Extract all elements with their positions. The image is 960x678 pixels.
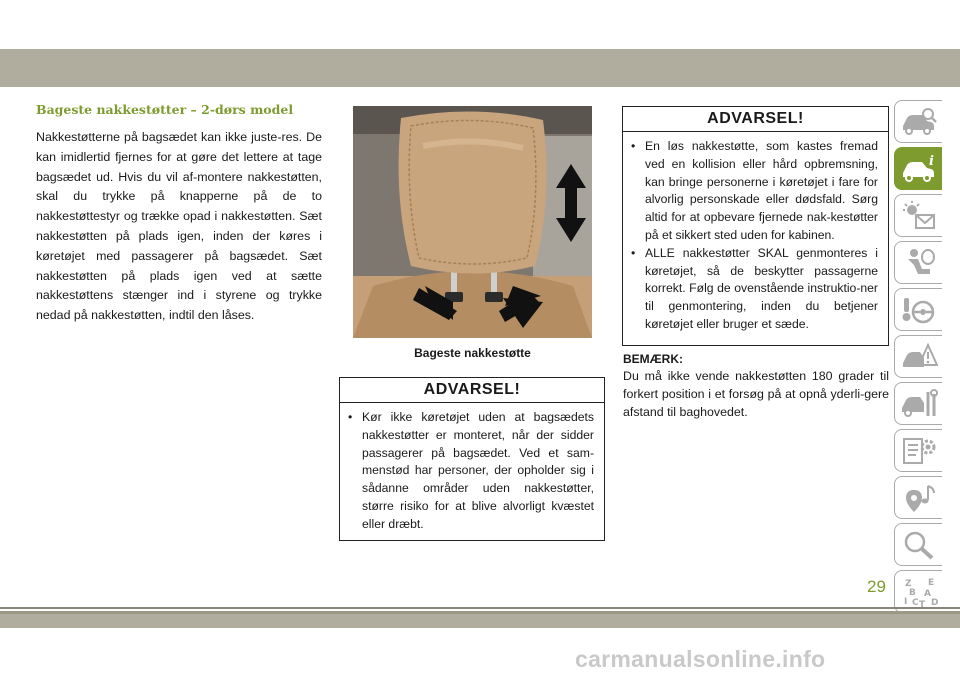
header-band (0, 49, 960, 87)
tab-index-search[interactable] (894, 523, 942, 566)
car-emergency-warning-icon (900, 341, 938, 373)
tab-multimedia[interactable] (894, 476, 942, 519)
svg-text:A: A (923, 588, 931, 599)
warning-box-left (339, 377, 605, 541)
alphabet-index-icon (900, 576, 938, 608)
tab-car-magnifier[interactable] (894, 100, 942, 143)
car-service-tools-icon (900, 388, 938, 420)
warning-box-right (622, 106, 889, 346)
airbag-passenger-icon (900, 247, 938, 279)
footer-line (0, 607, 960, 609)
watermark: carmanualsonline.info (575, 646, 826, 672)
specifications-gear-icon (900, 435, 938, 467)
footer-band (0, 611, 960, 628)
section-heading: Bageste nakkestøtter – 2-dørs model (36, 102, 294, 117)
svg-text:T: T (918, 599, 925, 608)
warning-title: ADVARSEL! (340, 378, 604, 403)
warning-item: • ALLE nakkestøtter SKAL genmonteres i køretøjet, så de beskytter passagerne korrekt. Følg de ovenstående instruktio-ner til genmontering, inden du betjener køretøjet eller bruger et sæde. (631, 245, 878, 334)
tab-specifications[interactable] (894, 429, 942, 472)
svg-text:i: i (928, 153, 934, 169)
svg-text:I: I (903, 596, 907, 607)
tab-warning-lights[interactable] (894, 194, 942, 237)
multimedia-navigation-icon (900, 482, 938, 514)
warning-light-message-icon (900, 200, 938, 232)
tab-car-info[interactable] (894, 147, 942, 190)
steering-wheel-key-icon (900, 294, 938, 326)
page-number: 29 (867, 577, 886, 596)
svg-text:Z: Z (904, 578, 912, 589)
warning-title: ADVARSEL! (623, 107, 888, 132)
tab-emergency[interactable] (894, 335, 942, 378)
note-label: BEMÆRK: (623, 352, 683, 366)
body-paragraph: Nakkestøtterne på bagsædet kan ikke juste-res. De kan imidlertid fjernes for at gøre det lettere at tage bagsædet ud. Hvis du vil af-montere nakkestøtten, skal du trykke på knapperne på de to nakkestøttestyr og trække opad i nakkestøtten. Sæt nakkestøtten på plads igen, inden der køres i køretøjet med passagerer på bagsædet. Sæt nakkestøtten på plads igen ved at sætte nakkestøttens stænger ind i styrene og trykke nedad på nakkestøtten, indtil den låses. (36, 130, 322, 323)
rear-headrest-photo (353, 106, 592, 338)
search-index-icon (900, 529, 938, 561)
tab-starting[interactable] (894, 288, 942, 331)
car-info-icon (900, 153, 938, 185)
svg-text:E: E (927, 577, 934, 588)
note-text: Du må ikke vende nakkestøtten 180 grader til forkert position i et forsøg på at opnå yderli-gere afstand til baghovedet. (623, 369, 889, 419)
tab-service[interactable] (894, 382, 942, 425)
tab-safety[interactable] (894, 241, 942, 284)
warning-item: • Kør ikke køretøjet uden at bagsædets nakkestøtter er monteret, når der sidder passagerer på bagsædet. Ved et sam-menstød har personer, der opholder sig i sådanne områder uden nakkestøtter, større risiko for at blive alvorligt kvæstet eller dræbt. (348, 409, 594, 534)
svg-text:B: B (908, 587, 916, 598)
chapter-tabs (894, 100, 944, 617)
warning-item: • En løs nakkestøtte, som kastes fremad ved en kollision eller hård opbremsning, kan bringe personerne i køretøjet i fare for alvorlig personskade eller dødsfald. Sørg altid for at opbevare fjernede nak-kestøtter på et sikkert sted uden for kabinen. (631, 138, 878, 245)
figure-caption: Bageste nakkestøtte (414, 346, 531, 360)
svg-text:D: D (930, 597, 938, 608)
svg-text:C: C (911, 597, 919, 608)
car-magnifier-icon (900, 106, 938, 138)
